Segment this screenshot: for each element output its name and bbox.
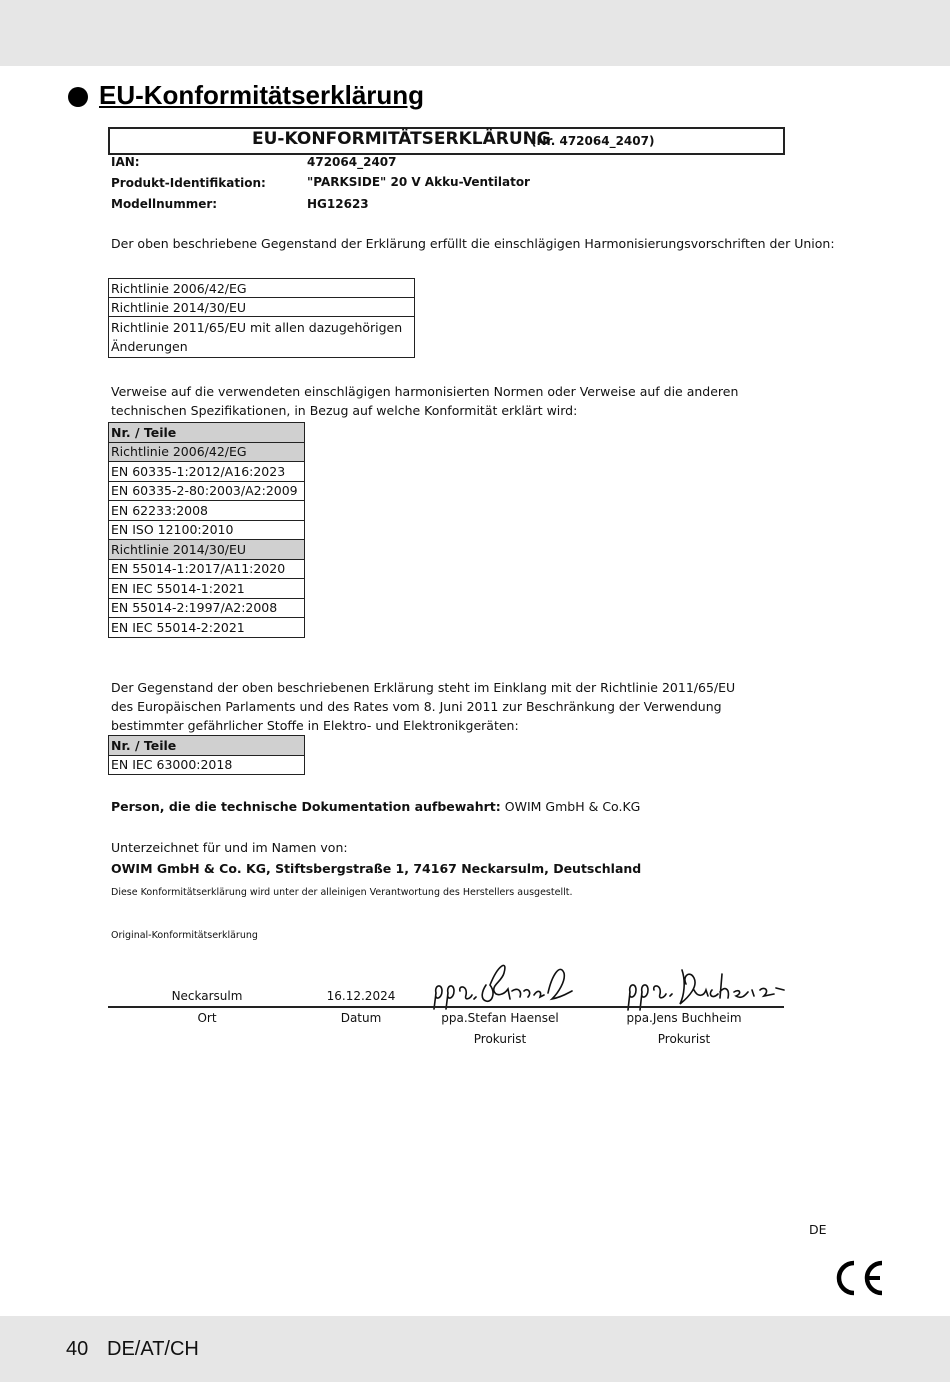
standards-row [109, 520, 305, 540]
language-tag: DE [809, 1222, 827, 1237]
standards-table [108, 422, 305, 638]
standards-cell: EN IEC 55014-2:2021 [109, 618, 305, 638]
standards-cell: EN 60335-1:2012/A16:2023 [109, 462, 305, 482]
declaration-number: (Nr. 472064_2407) [531, 134, 655, 148]
rohs-table [108, 735, 305, 775]
rohs-header-row [109, 736, 305, 756]
signature-place: Neckarsulm [171, 989, 243, 1003]
directive-cell: Richtlinie 2011/65/EU mit allen dazugehörigen Änderungen [109, 317, 415, 358]
model-number-label: Modellnummer: [111, 197, 218, 211]
standards-row [109, 501, 305, 521]
signature-line [108, 1006, 784, 1008]
doc-keeper-value: OWIM GmbH & Co.KG [504, 799, 641, 814]
directive-cell: Richtlinie 2006/42/EG [109, 279, 415, 298]
standards-header-row [109, 423, 305, 443]
directive-row [109, 317, 415, 358]
doc-keeper-line [111, 799, 640, 814]
page-heading: EU-Konformitätserklärung [99, 80, 425, 110]
ian-label: IAN: [111, 155, 140, 169]
signer1-name: ppa.Stefan Haensel [441, 1011, 559, 1025]
standards-row [109, 598, 305, 618]
signature-date: 16.12.2024 [326, 989, 396, 1003]
signature-haensel [428, 955, 578, 1010]
signed-for: Unterzeichnet für und im Namen von: [111, 840, 348, 855]
standards-group-row [109, 540, 305, 560]
standards-cell: EN 60335-2-80:2003/A2:2009 [109, 481, 305, 501]
standards-cell: EN 55014-1:2017/A11:2020 [109, 559, 305, 579]
directive-cell: Richtlinie 2014/30/EU [109, 298, 415, 317]
rohs-cell: EN IEC 63000:2018 [109, 755, 305, 775]
model-number-value: HG12623 [307, 197, 369, 211]
product-id-label: Produkt-Identifikation: [111, 176, 266, 190]
declaration-title: EU-KONFORMITÄTSERKLÄRUNG [252, 129, 551, 149]
standards-cell: EN 55014-2:1997/A2:2008 [109, 598, 305, 618]
rohs-row [109, 755, 305, 775]
standards-group-cell: Richtlinie 2006/42/EG [109, 442, 305, 462]
signer1-role: Prokurist [473, 1032, 527, 1046]
doc-keeper-label: Person, die die technische Dokumentation aufbewahrt: [111, 799, 501, 814]
ian-value: 472064_2407 [307, 155, 397, 169]
directives-table [108, 278, 415, 358]
standards-row [109, 481, 305, 501]
harmonisation-intro: Der oben beschriebene Gegenstand der Erklärung erfüllt die einschlägigen Harmonisierungsvorschriften der Union: [111, 236, 835, 251]
standards-cell: EN 62233:2008 [109, 501, 305, 521]
standards-row [109, 559, 305, 579]
standards-cell: EN ISO 12100:2010 [109, 520, 305, 540]
date-label: Datum [340, 1011, 382, 1025]
top-band [0, 0, 950, 66]
standards-row [109, 462, 305, 482]
signer2-role: Prokurist [657, 1032, 711, 1046]
page-number: 40 [66, 1338, 89, 1360]
company-address: OWIM GmbH & Co. KG, Stiftsbergstraße 1, 74167 Neckarsulm, Deutschland [111, 861, 642, 876]
heading-bullet-icon [68, 87, 88, 107]
standards-group-cell: Richtlinie 2014/30/EU [109, 540, 305, 560]
standards-cell: EN IEC 55014-1:2021 [109, 579, 305, 599]
standards-header-cell: Nr. / Teile [109, 423, 305, 443]
page-languages: DE/AT/CH [107, 1338, 199, 1360]
responsibility-note: Diese Konformitätserklärung wird unter der alleinigen Verantwortung des Herstellers ausgestellt. [111, 887, 573, 898]
standards-row [109, 618, 305, 638]
rohs-intro: Der Gegenstand der oben beschriebenen Erklärung steht im Einklang mit der Richtlinie 2011/65/EU des Europäischen Parlaments und des Rates vom 8. Juni 2011 zur Beschränkung der Verwendung bestimmter gefährlicher Stoffe in Elektro- und Elektronikgeräten: [111, 680, 736, 733]
product-id-value: "PARKSIDE" 20 V Akku-Ventilator [307, 175, 530, 189]
rohs-header-cell: Nr. / Teile [109, 736, 305, 756]
signer2-name: ppa.Jens Buchheim [626, 1011, 742, 1025]
signature-buchheim [624, 962, 794, 1012]
original-note: Original-Konformitätserklärung [111, 930, 258, 941]
standards-intro: Verweise auf die verwendeten einschlägigen harmonisierten Normen oder Verweise auf die anderen technischen Spezifikationen, in Bezug auf welche Konformität erklärt wird: [111, 384, 739, 418]
ce-mark-icon [832, 1259, 886, 1297]
directive-row [109, 298, 415, 317]
place-label: Ort [197, 1011, 217, 1025]
standards-group-row [109, 442, 305, 462]
standards-row [109, 579, 305, 599]
directive-row [109, 279, 415, 298]
